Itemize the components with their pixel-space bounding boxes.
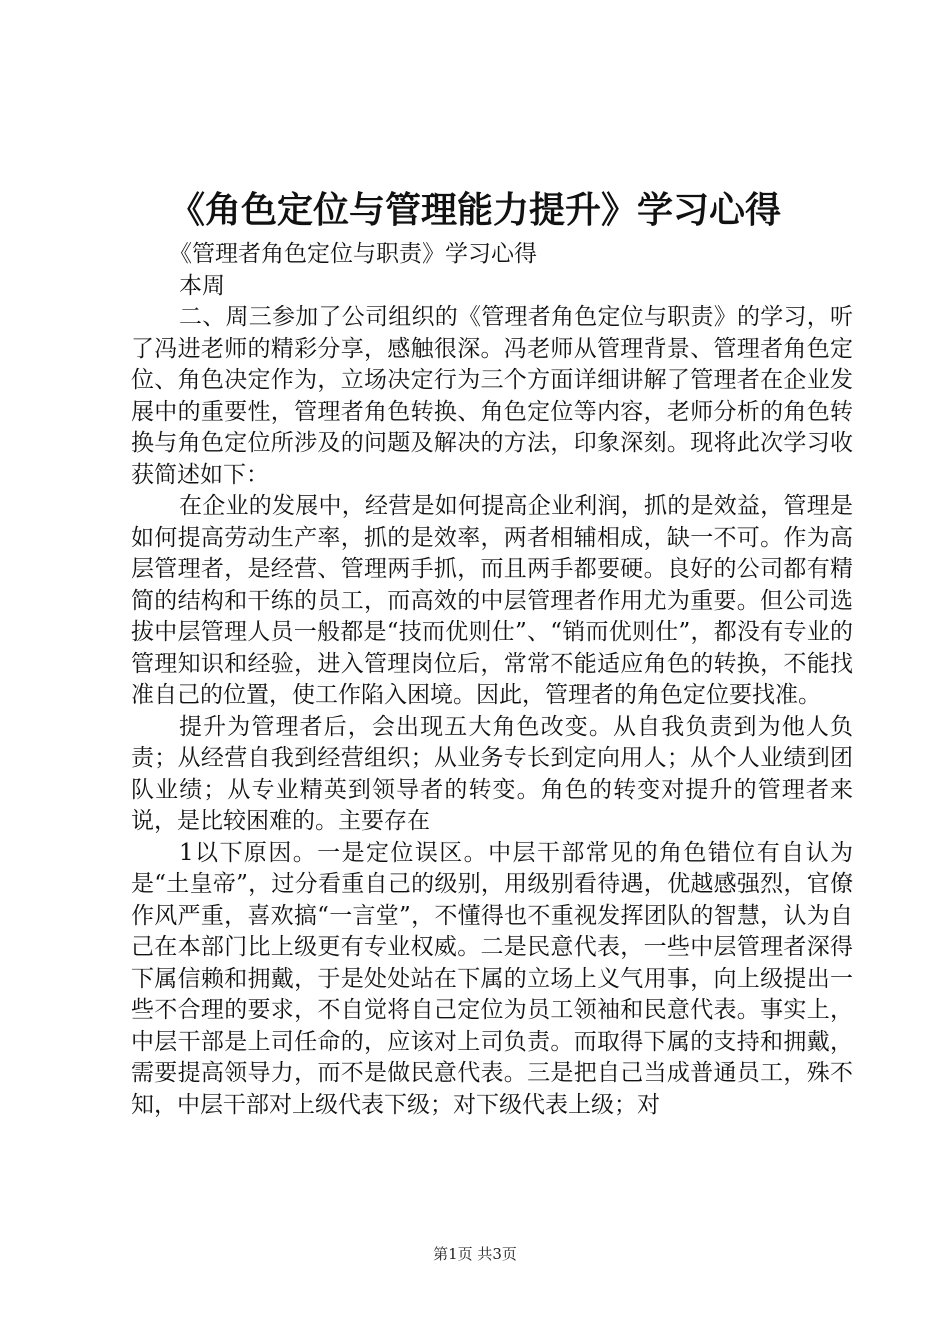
paragraph: 二、周三参加了公司组织的《管理者角色定位与职责》的学习，听了冯进老师的精彩分享，感触很深。冯老师从管理背景、管理者角色定位、角色决定作为，立场决定行为三个方面详细讲解了管理者在企业发展中的重要性，管理者角色转换、角色定位等内容，老师分析的角色转换与角色定位所涉及的问题及解决的方法，印象深刻。现将此次学习收获简述如下： bbox=[131, 304, 853, 488]
document-body bbox=[131, 239, 853, 1121]
paragraph: 在企业的发展中，经营是如何提高企业利润，抓的是效益，管理是如何提高劳动生产率，抓的是效率，两者相辅相成，缺一不可。作为高层管理者，是经营、管理两手抓，而且两手都要硬。良好的公司都有精简的结构和干练的员工，而高效的中层管理者作用尤为重要。但公司选拔中层管理人员一般都是“技而优则仕”、“销而优则仕”，都没有专业的管理知识和经验，进入管理岗位后，常常不能适应角色的转换，不能找准自己的位置，使工作陷入困境。因此，管理者的角色定位要找准。 bbox=[131, 493, 853, 708]
document-title: 《角色定位与管理能力提升》学习心得 bbox=[168, 189, 781, 231]
document-subtitle: 《管理者角色定位与职责》学习心得 bbox=[169, 241, 537, 267]
page-number-footer: 第1页 共3页 bbox=[433, 1245, 517, 1263]
paragraph: 本周 bbox=[179, 272, 225, 299]
paragraph: 提升为管理者后，会出现五大角色改变。从自我负责到为他人负责；从经营自我到经营组织；从业务专长到定向用人；从个人业绩到团队业绩；从专业精英到领导者的转变。角色的转变对提升的管理者来说，是比较困难的。主要存在 bbox=[131, 713, 853, 834]
paragraph: 1以下原因。一是定位误区。中层干部常见的角色错位有自认为是“土皇帝”，过分看重自己的级别，用级别看待遇，优越感强烈，官僚作风严重，喜欢搞“一言堂”，不懂得也不重视发挥团队的智慧，认为自己在本部门比上级更有专业权威。二是民意代表，一些中层管理者深得下属信赖和拥戴，于是处处站在下属的立场上义气用事，向上级提出一些不合理的要求，不自觉将自己定位为员工领袖和民意代表。事实上，中层干部是上司任命的，应该对上司负责。而取得下属的支持和拥戴，需要提高领导力，而不是做民意代表。三是把自己当成普通员工，殊不知，中层干部对上级代表下级；对下级代表上级；对 bbox=[131, 839, 853, 1118]
